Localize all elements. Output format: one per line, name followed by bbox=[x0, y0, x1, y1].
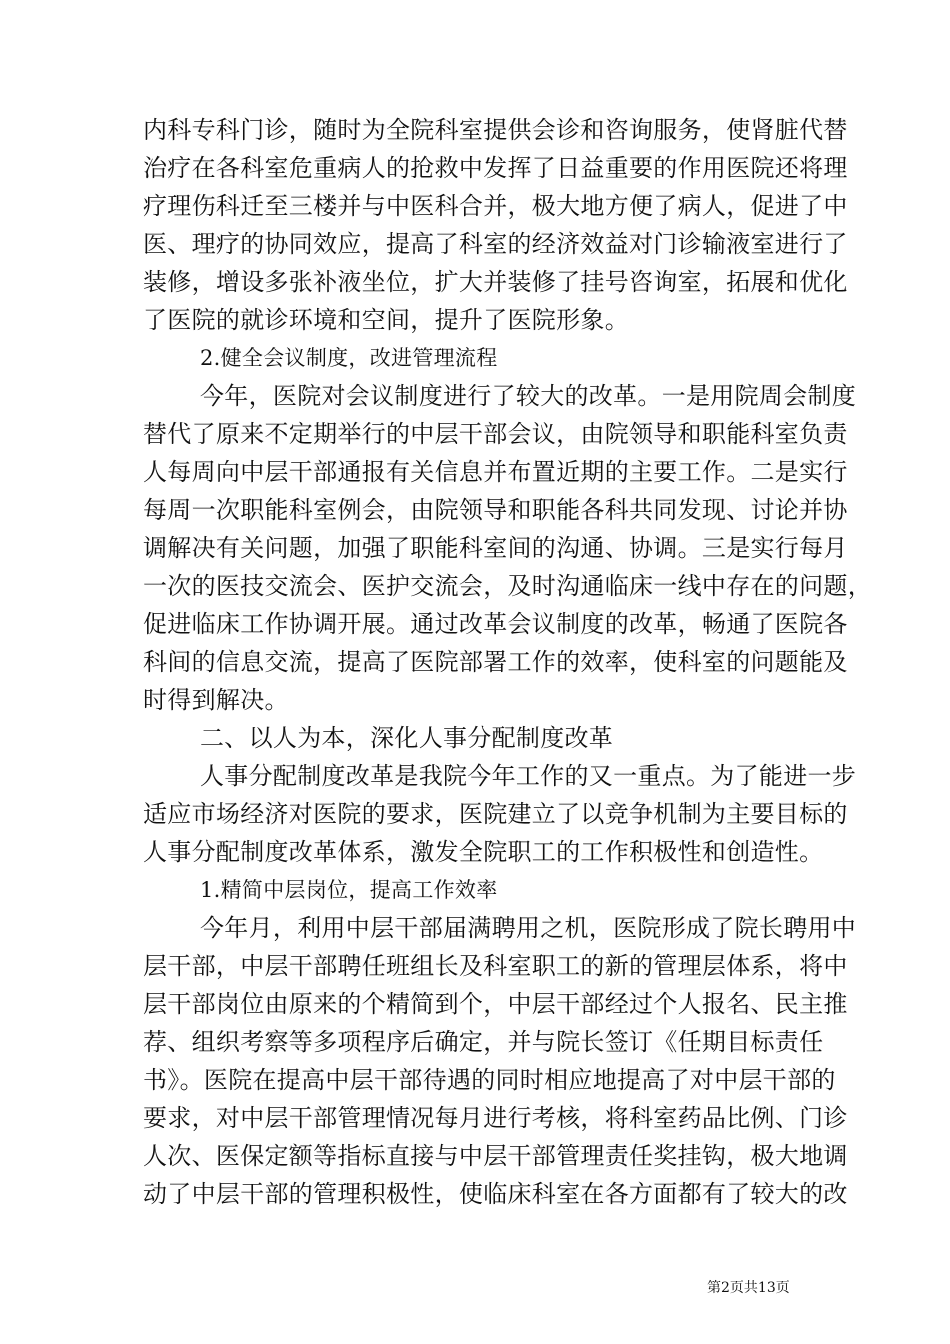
body-line: 内科专科门诊，随时为全院科室提供会诊和咨询服务，使肾脏代替 bbox=[143, 116, 848, 144]
body-line: 书》。医院在提高中层干部待遇的同时相应地提高了对中层干部的 bbox=[143, 1066, 836, 1094]
body-line: 疗理伤科迁至三楼并与中医科合并，极大地方便了病人，促进了中 bbox=[143, 192, 848, 220]
body-line: 替代了原来不定期举行的中层干部会议，由院领导和职能科室负责 bbox=[143, 420, 848, 448]
body-line: 时得到解决。 bbox=[143, 686, 289, 714]
body-line: 装修，增设多张补液坐位，扩大并装修了挂号咨询室，拓展和优化 bbox=[143, 268, 848, 296]
body-line: 每周一次职能科室例会，由院领导和职能各科共同发现、讨论并协 bbox=[143, 496, 848, 524]
body-line: 了医院的就诊环境和空间，提升了医院形象。 bbox=[143, 306, 629, 334]
paragraph-start-line: 今年，医院对会议制度进行了较大的改革。一是用院周会制度 bbox=[200, 382, 857, 410]
body-line: 要求，对中层干部管理情况每月进行考核，将科室药品比例、门诊 bbox=[143, 1104, 848, 1132]
body-line: 层干部岗位由原来的个精简到个，中层干部经过个人报名、民主推 bbox=[143, 990, 848, 1018]
section-heading: 2.健全会议制度，改进管理流程 bbox=[200, 346, 498, 370]
body-line: 医、理疗的协同效应，提高了科室的经济效益对门诊输液室进行了 bbox=[143, 230, 848, 258]
body-line: 促进临床工作协调开展。通过改革会议制度的改革，畅通了医院各 bbox=[143, 610, 848, 638]
body-line: 动了中层干部的管理积极性，使临床科室在各方面都有了较大的改 bbox=[143, 1180, 848, 1208]
body-line: 层干部，中层干部聘任班组长及科室职工的新的管理层体系，将中 bbox=[143, 952, 848, 980]
body-line: 荐、组织考察等多项程序后确定，并与院长签订《任期目标责任 bbox=[143, 1028, 824, 1056]
body-line: 人每周向中层干部通报有关信息并布置近期的主要工作。二是实行 bbox=[143, 458, 848, 486]
section-heading: 1.精简中层岗位，提高工作效率 bbox=[200, 878, 498, 902]
body-line: 调解决有关问题，加强了职能科室间的沟通、协调。三是实行每月 bbox=[143, 534, 848, 562]
body-line: 人事分配制度改革体系，激发全院职工的工作积极性和创造性。 bbox=[143, 838, 824, 866]
paragraph-start-line: 人事分配制度改革是我院今年工作的又一重点。为了能进一步 bbox=[200, 762, 857, 790]
body-line: 科间的信息交流，提高了医院部署工作的效率，使科室的问题能及 bbox=[143, 648, 848, 676]
body-line: 治疗在各科室危重病人的抢救中发挥了日益重要的作用医院还将理 bbox=[143, 154, 848, 182]
section-heading: 二、以人为本，深化人事分配制度改革 bbox=[200, 724, 614, 752]
body-line: 一次的医技交流会、医护交流会，及时沟通临床一线中存在的问题， bbox=[143, 572, 872, 600]
paragraph-start-line: 今年月，利用中层干部届满聘用之机，医院形成了院长聘用中 bbox=[200, 914, 857, 942]
body-line: 适应市场经济对医院的要求，医院建立了以竞争机制为主要目标的 bbox=[143, 800, 848, 828]
page-number: 第2页共13页 bbox=[707, 1280, 790, 1296]
body-line: 人次、医保定额等指标直接与中层干部管理责任奖挂钩，极大地调 bbox=[143, 1142, 848, 1170]
